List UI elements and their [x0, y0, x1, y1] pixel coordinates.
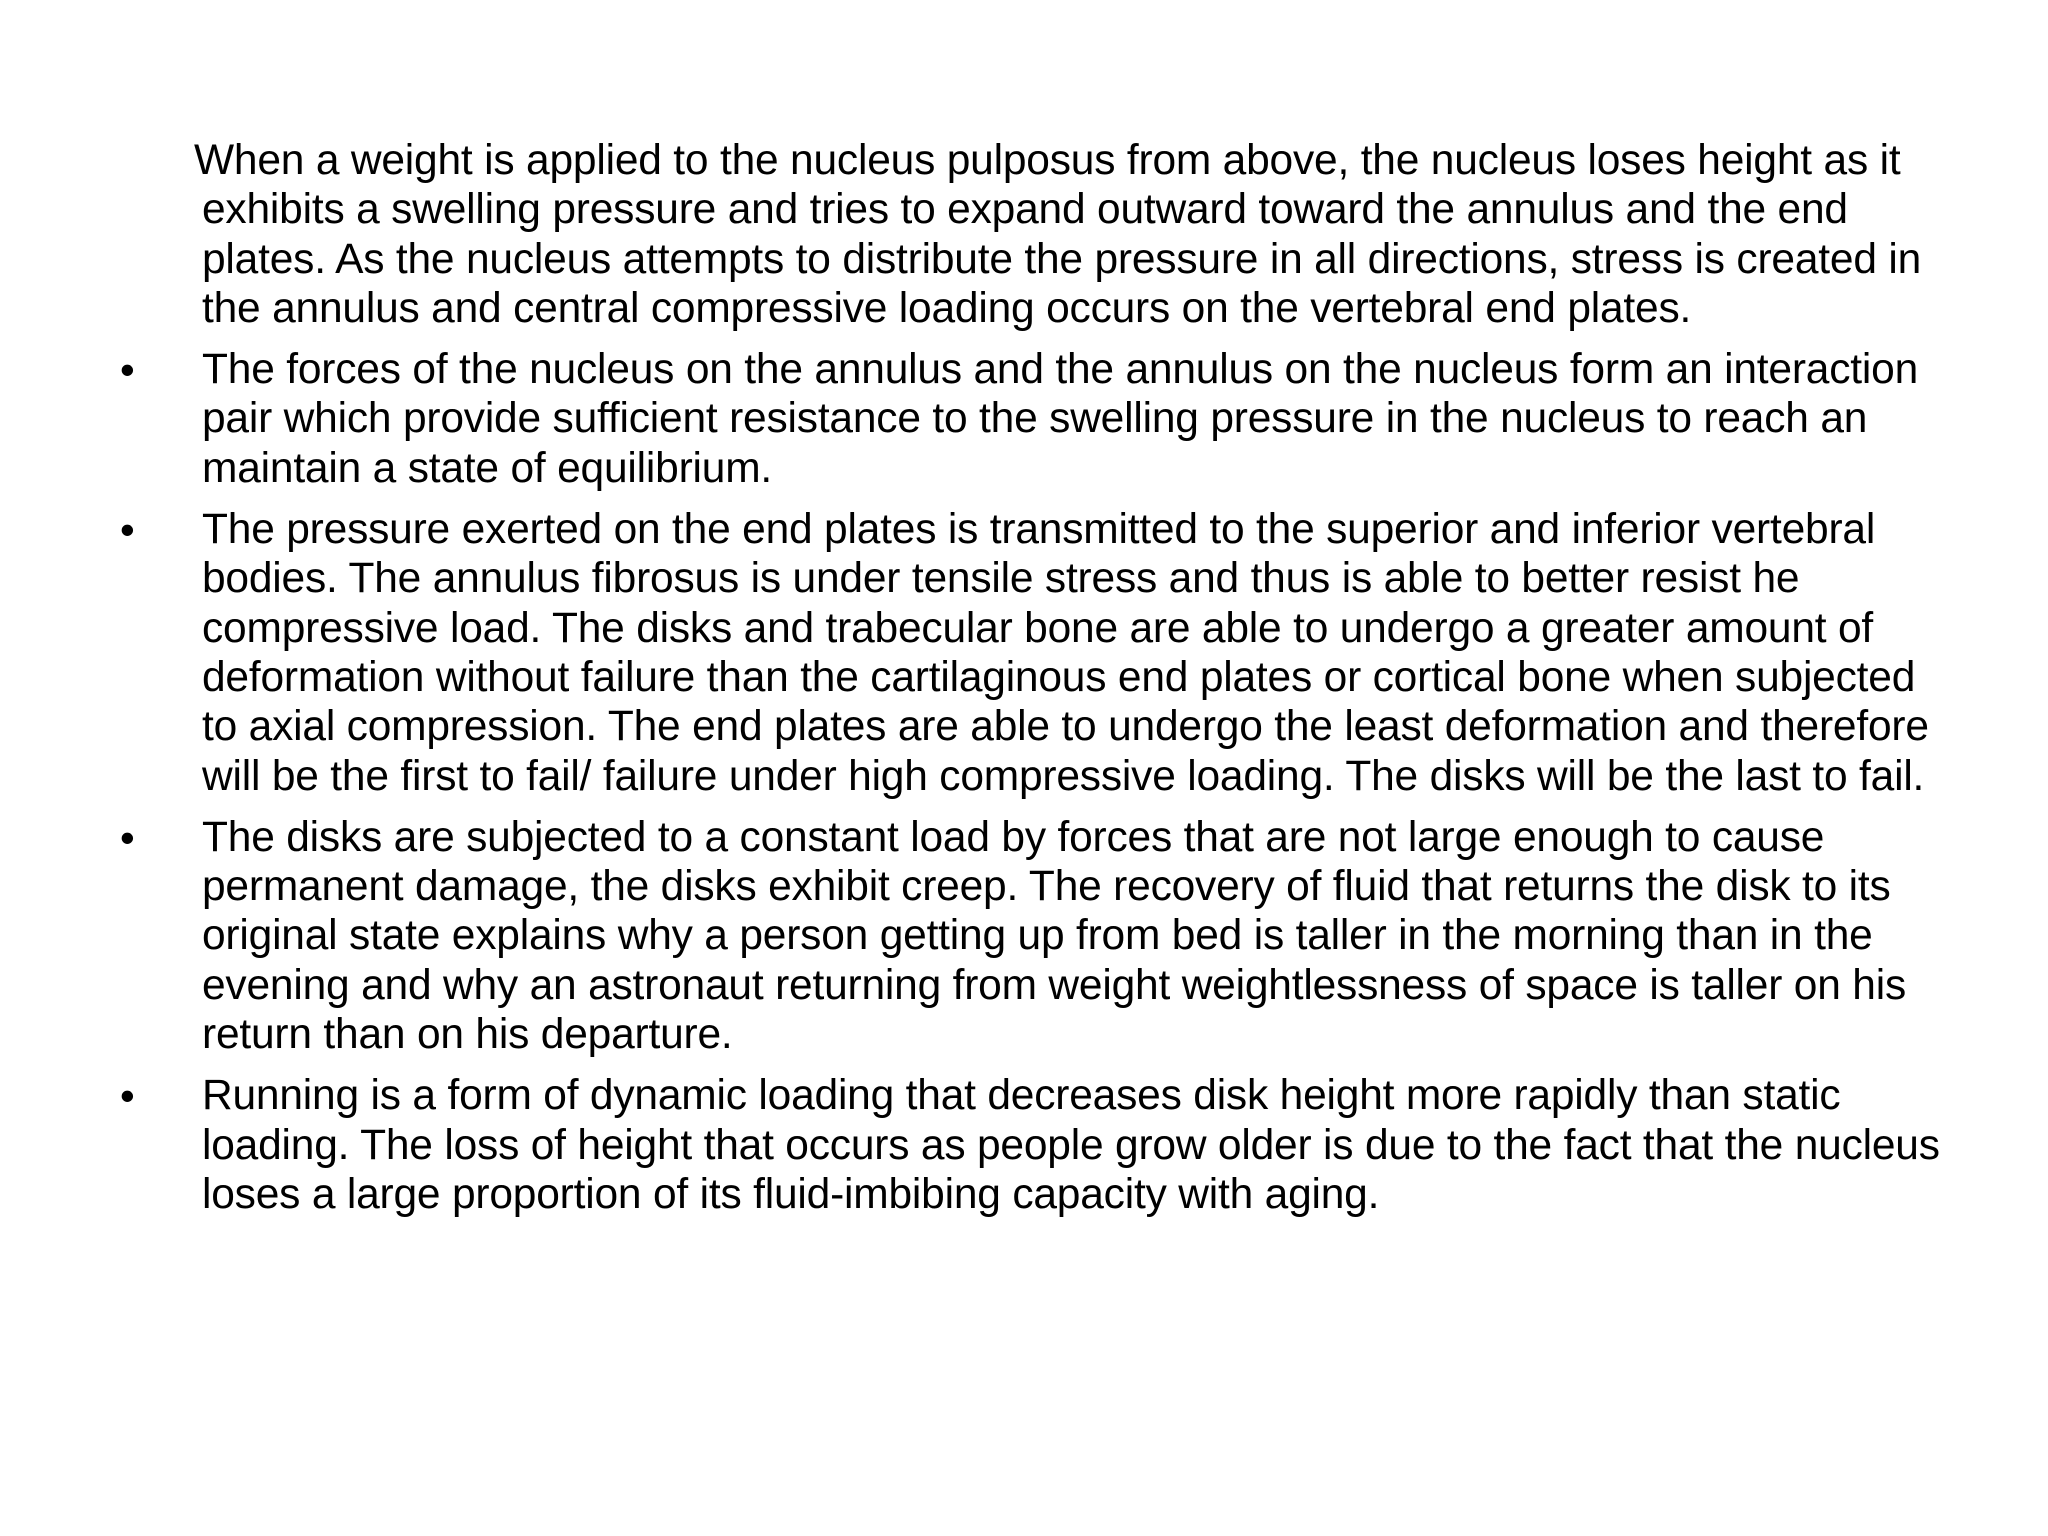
bullet-text-2: The pressure exerted on the end plates is transmitted to the superior and inferior vertebral bodies. The annulus fibrosus is under tensile stress and thus is able to better resist he compressive load. The disks and trabecular bone are able to undergo a greater amount of deformation without failure than the cartilaginous end plates or cortical bone when subjected to axial compression. The end plates are able to undergo the least deformation and therefore will be the first to fail/ failure under high compressive loading. The disks will be the last to fail. [202, 506, 1929, 800]
bullet-icon: • [120, 346, 135, 394]
intro-text: When a weight is applied to the nucleus pulposus from above, the nucleus loses height as it exhibits a swelling pressure and tries to expand outward toward the annulus and the end plates. As the nucleus attempts to distribute the pressure in all directions, stress is created in the annulus and central compressive loading occurs on the vertebral end plates. [194, 137, 1922, 332]
bullet-text-1: The forces of the nucleus on the annulus and the annulus on the nucleus form an interaction pair which provide sufficient resistance to the swelling pressure in the nucleus to reach an maintain a state of equilibrium. [202, 346, 1918, 492]
intro-paragraph [120, 136, 1960, 333]
bullet-icon: • [120, 506, 135, 554]
slide-body [120, 136, 1960, 1231]
bullet-item-1 [120, 345, 1960, 493]
bullet-icon: • [120, 813, 135, 861]
bullet-item-2 [120, 505, 1960, 801]
bullet-text-3: The disks are subjected to a constant load by forces that are not large enough to cause permanent damage, the disks exhibit creep. The recovery of fluid that returns the disk to its original state explains why a person getting up from bed is taller in the morning than in the evening and why an astronaut returning from weight weightlessness of space is taller on his return than on his departure. [202, 813, 1907, 1059]
bullet-text-4: Running is a form of dynamic loading that decreases disk height more rapidly than static loading. The loss of height that occurs as people grow older is due to the fact that the nucleus loses a large proportion of its fluid-imbibing capacity with aging. [202, 1072, 1940, 1218]
bullet-item-3 [120, 813, 1960, 1059]
bullet-icon: • [120, 1072, 135, 1120]
bullet-item-4 [120, 1071, 1960, 1219]
